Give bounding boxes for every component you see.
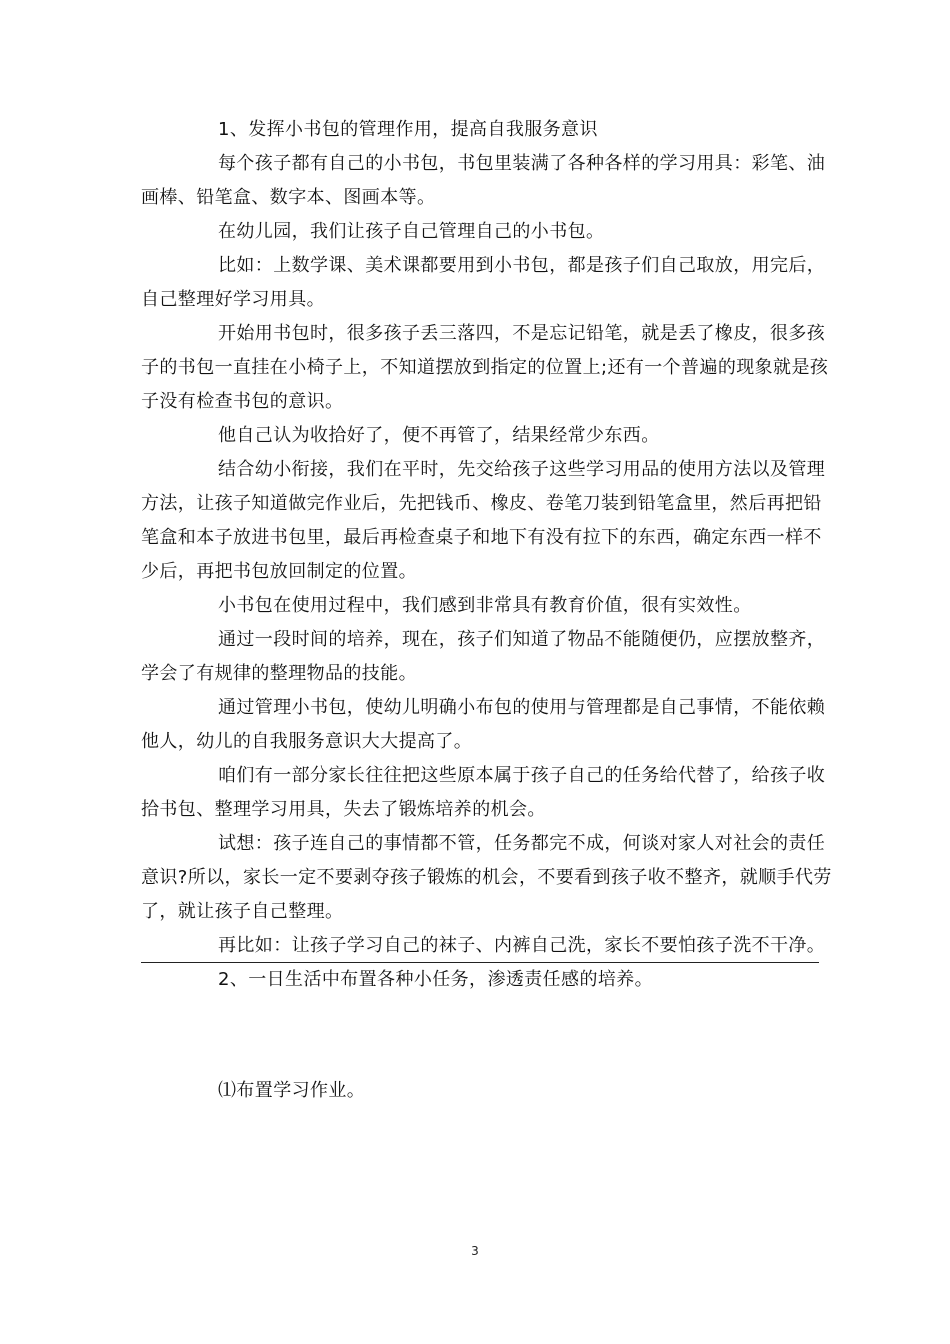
- sub-heading: ⑴布置学习作业。: [218, 1080, 366, 1101]
- paragraph-line: 少后，再把书包放回制定的位置。: [141, 561, 417, 582]
- vertical-gap: [141, 997, 819, 1074]
- document-body: [141, 113, 832, 1108]
- paragraph-line: 笔盒和本子放进书包里，最后再检查桌子和地下有没有拉下的东西，确定东西一样不: [141, 527, 822, 548]
- paragraph-line: 自己整理好学习用具。: [141, 289, 325, 310]
- paragraph-line: 了，就让孩子自己整理。: [141, 901, 344, 922]
- section-heading-1: 1、发挥小书包的管理作用，提高自我服务意识: [218, 119, 598, 140]
- paragraph-line: 开始用书包时，很多孩子丢三落四，不是忘记铅笔，就是丢了橡皮，很多孩: [218, 323, 826, 344]
- section-heading-2: 2、一日生活中布置各种小任务，渗透责任感的培养。: [218, 969, 654, 990]
- paragraph-line: 子的书包一直挂在小椅子上，不知道摆放到指定的位置上;还有一个普遍的现象就是孩: [141, 357, 829, 378]
- paragraph-line: 试想：孩子连自己的事情都不管，任务都完不成，何谈对家人对社会的责任: [218, 833, 826, 854]
- paragraph-line: 小书包在使用过程中，我们感到非常具有教育价值，很有实效性。: [218, 595, 752, 616]
- paragraph-line: 他自己认为收拾好了，便不再管了，结果经常少东西。: [218, 425, 660, 446]
- paragraph-line: 画棒、铅笔盒、数字本、图画本等。: [141, 187, 436, 208]
- paragraph-line: 通过管理小书包，使幼儿明确小布包的使用与管理都是自己事情，不能依赖: [218, 697, 826, 718]
- paragraph-line: 方法，让孩子知道做完作业后，先把钱币、橡皮、卷笔刀装到铅笔盒里，然后再把铅: [141, 493, 822, 514]
- paragraph-line: 子没有检查书包的意识。: [141, 391, 344, 412]
- paragraph-line: 学会了有规律的整理物品的技能。: [141, 663, 417, 684]
- paragraph-line: 在幼儿园，我们让孩子自己管理自己的小书包。: [218, 221, 605, 242]
- page-number: 3: [471, 1244, 479, 1258]
- underlined-paragraph-line: 再比如：让孩子学习自己的袜子、内裤自己洗，家长不要怕孩子洗不干净。: [141, 929, 819, 963]
- paragraph-line: 每个孩子都有自己的小书包，书包里装满了各种各样的学习用具：彩笔、油: [218, 153, 826, 174]
- paragraph-line: 通过一段时间的培养，现在，孩子们知道了物品不能随便仍，应摆放整齐，: [218, 629, 826, 650]
- paragraph-line: 意识?所以，家长一定不要剥夺孩子锻炼的机会，不要看到孩子收不整齐，就顺手代劳: [141, 867, 832, 888]
- paragraph-line: 比如：上数学课、美术课都要用到小书包，都是孩子们自己取放，用完后，: [218, 255, 826, 276]
- paragraph-line: 拾书包、整理学习用具，失去了锻炼培养的机会。: [141, 799, 546, 820]
- paragraph-line: 咱们有一部分家长往往把这些原本属于孩子自己的任务给代替了，给孩子收: [218, 765, 826, 786]
- paragraph-line: 他人，幼儿的自我服务意识大大提高了。: [141, 731, 473, 752]
- paragraph-line: 结合幼小衔接，我们在平时，先交给孩子这些学习用品的使用方法以及管理: [218, 459, 826, 480]
